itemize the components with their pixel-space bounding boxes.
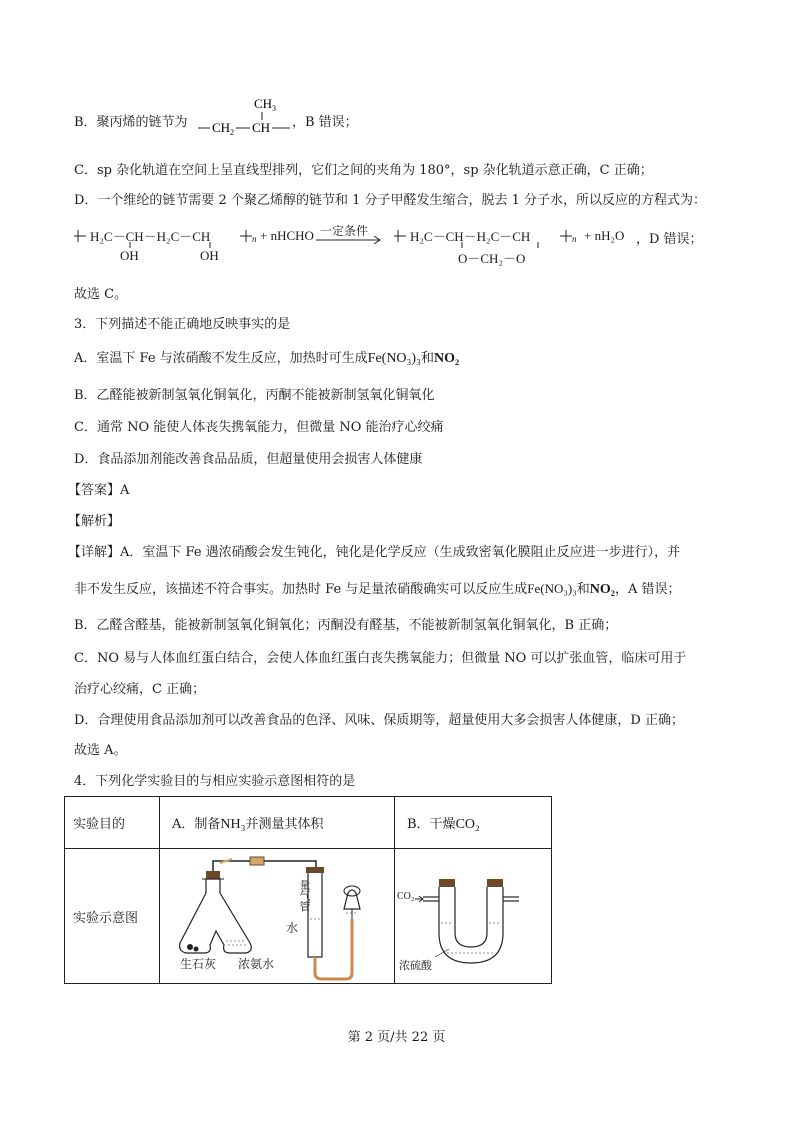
q4-option-a-header: A．制备NH₃并测量其体积 <box>160 797 395 849</box>
q3-option-b: B．乙醛能被新制氢氧化铜氧化，丙酮不能被新制氢氧化铜氧化 <box>74 388 435 403</box>
q3-detail-2-and: 和 <box>576 582 590 597</box>
q3-option-a <box>74 350 459 368</box>
svg-text:CH: CH <box>254 96 273 111</box>
eq-condition: 一定条件 <box>320 224 369 238</box>
label-sulfuric-acid: 浓硫酸 <box>399 959 432 972</box>
label-co2-inlet: CO₂ <box>397 891 415 902</box>
q3-detail-7: 故选 A。 <box>74 743 127 758</box>
page-footer: 第 2 页/共 22 页 <box>347 1030 446 1045</box>
q4-diagram-a <box>160 849 395 984</box>
eq-tail: ，D 错误； <box>636 232 703 247</box>
eq-ring-bottom: O－CH₂－O <box>458 251 526 266</box>
eq-left-chain: H₂C－CH－H₂C－CH <box>90 229 211 244</box>
eq-n2: n <box>572 234 577 244</box>
q3-option-a-and: 和 <box>420 351 434 366</box>
q4-row1-label: 实验目的 <box>65 797 160 849</box>
option-b-prefix: B．聚丙烯的链节为 <box>74 115 188 130</box>
q3-analysis-label: 【解析】 <box>68 514 121 529</box>
q3-option-c: C．通常 NO 能使人体丧失携氧能力，但微量 NO 能治疗心绞痛 <box>74 420 444 435</box>
q4-diagram-b <box>395 849 552 984</box>
label-water: 水 <box>286 921 299 935</box>
q3-detail-1: 【详解】A．室温下 Fe 遇浓硝酸会发生钝化，钝化是化学反应（生成致密氧化膜阻止反应进一步进行），并 <box>68 545 681 560</box>
q3-detail-2-text: 非不发生反应，该描述不符合事实。加热时 Fe 与足量浓硝酸确实可以反应生成 <box>74 582 528 597</box>
eq-n1: n <box>252 234 257 244</box>
q3-option-a-formula2: NO₂ <box>433 351 460 366</box>
q3-detail-2-tail: ，A 错误； <box>615 582 681 597</box>
label-lime: 生石灰 <box>180 957 217 971</box>
eq-water: + nH₂O <box>584 228 625 243</box>
q3-detail-3: B．乙醛含醛基，能被新制氢氧化铜氧化；丙酮没有醛基，不能被新制氢氧化铜氧化，B 正确； <box>74 618 618 633</box>
q4-row2-label: 实验示意图 <box>65 849 160 984</box>
label-ammonia: 浓氨水 <box>238 957 275 971</box>
eq-reagent: + nHCHO <box>260 228 314 243</box>
svg-text:2: 2 <box>230 128 234 137</box>
q3-answer-label: 【答案】A <box>68 483 130 498</box>
q3-stem: 3．下列描述不能正确地反映事实的是 <box>74 317 291 332</box>
svg-text:CH: CH <box>252 120 271 135</box>
q3-option-d: D．食品添加剂能改善食品品质，但超量使用会损害人体健康 <box>74 452 423 467</box>
svg-text:3: 3 <box>272 104 276 113</box>
q3-option-a-text: A．室温下 Fe 与浓硝酸不发生反应，加热时可生成 <box>74 351 368 366</box>
q4-option-b-header: B．干燥CO₂ <box>395 797 552 849</box>
eq-oh1: OH <box>120 248 139 263</box>
option-b-suffix: ，B 错误； <box>292 115 358 130</box>
option-c: C．sp 杂化轨道在空间上呈直线型排列，它们之间的夹角为 180°，sp 杂化轨道示意正确，C 正确； <box>74 163 653 178</box>
q3-option-a-formula1: Fe(NO₃)₃ <box>367 351 421 366</box>
q3-detail-4: C．NO 易与人体血红蛋白结合，会使人体血红蛋白丧失携氧能力；但微量 NO 可以扩张血管，临床可用于 <box>74 651 687 666</box>
eq-oh2: OH <box>200 248 219 263</box>
vinylon-equation <box>70 220 730 270</box>
option-d: D．一个维纶的链节需要 2 个聚乙烯醇的链节和 1 分子甲醛发生缩合，脱去 1 分子水，所以反应的方程式为： <box>74 193 707 208</box>
choose-c: 故选 C。 <box>74 287 128 302</box>
q4-stem: 4．下列化学实验目的与相应实验示意图相符的是 <box>74 774 356 789</box>
eq-right-chain: H₂C－CH－H₂C－CH <box>410 229 531 244</box>
q3-detail-5: 治疗心绞痛，C 正确； <box>74 682 206 697</box>
q4-a-formula: NH₃ <box>220 816 246 832</box>
q3-detail-2-formula1: Fe(NO₃)₃ <box>527 581 577 596</box>
label-gas-tube: 量气管 <box>298 879 311 912</box>
q3-detail-2 <box>74 580 681 599</box>
q4-experiment-table <box>64 796 552 984</box>
q3-detail-2-formula2: NO₂ <box>589 582 615 597</box>
q4-b-formula: CO₂ <box>455 816 480 832</box>
q3-detail-6: D．合理使用食品添加剂可以改善食品的色泽、风味、保质期等，超量使用大多会损害人体健康，D 正确； <box>74 713 684 728</box>
svg-text:CH: CH <box>212 120 231 135</box>
